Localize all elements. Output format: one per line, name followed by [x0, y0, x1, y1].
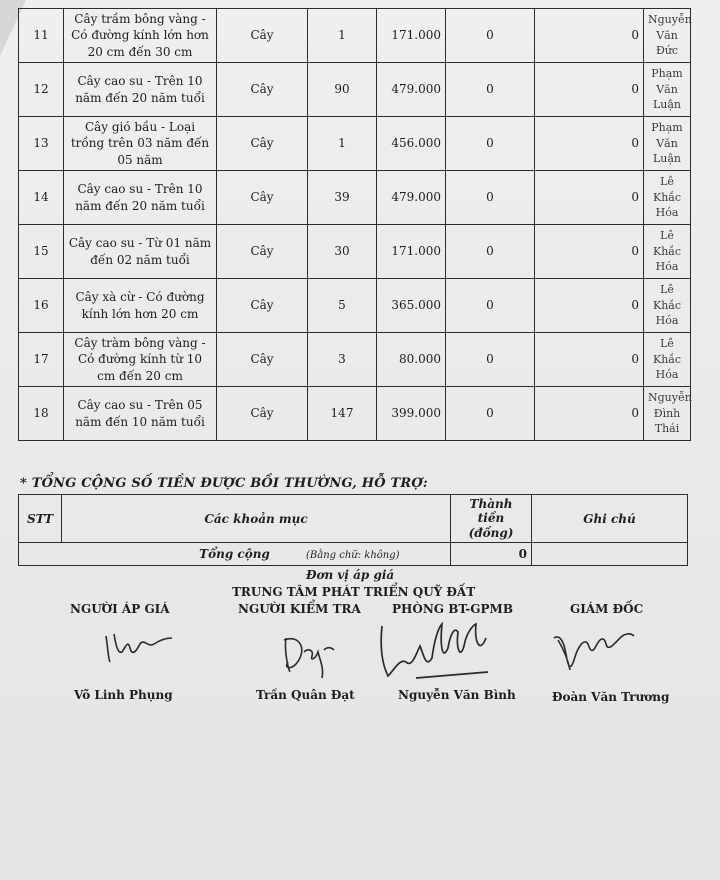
- cell-comp: 0: [446, 279, 535, 333]
- role-phong-bt-gpmb: PHÒNG BT-GPMB: [392, 602, 513, 616]
- summary-title: * TỔNG CỘNG SỐ TIỀN ĐƯỢC BỒI THƯỜNG, HỖ TRỢ:: [20, 476, 428, 491]
- cell-comp: 0: [446, 63, 535, 117]
- center-label: TRUNG TÂM PHÁT TRIỂN QUỸ ĐẤT: [232, 585, 476, 599]
- cell-name: Cây trầm bông vàng - Có đường kính lớn hơn 20 cm đến 30 cm: [64, 9, 217, 63]
- signature-2: [274, 628, 344, 683]
- cell-qty: 90: [308, 63, 377, 117]
- cell-comp: 0: [446, 9, 535, 63]
- cell-comp: 0: [446, 387, 535, 441]
- summary-total-label: Tổng cộng: [19, 543, 451, 566]
- cell-unit: Cây: [217, 9, 308, 63]
- cell-qty: 147: [308, 387, 377, 441]
- cell-unit: Cây: [217, 225, 308, 279]
- table-row: [19, 279, 691, 333]
- role-nguoi-ap-gia: NGƯỜI ÁP GIÁ: [70, 602, 170, 616]
- amount-in-words: (Bằng chữ: không): [306, 550, 400, 561]
- cell-total: 0: [535, 333, 644, 387]
- cell-stt: 13: [19, 117, 64, 171]
- summary-col-note: Ghi chú: [532, 495, 688, 543]
- cell-stt: 11: [19, 9, 64, 63]
- cell-name: Cây cao su - Từ 01 năm đến 02 năm tuổi: [64, 225, 217, 279]
- signature-4: [548, 620, 638, 684]
- cell-comp: 0: [446, 333, 535, 387]
- cell-qty: 1: [308, 9, 377, 63]
- table-row: [19, 117, 691, 171]
- cell-qty: 3: [308, 333, 377, 387]
- name-nguyen-van-binh: Nguyễn Văn Bình: [398, 688, 516, 702]
- unit-label: Đơn vị áp giá: [306, 568, 395, 582]
- cell-qty: 5: [308, 279, 377, 333]
- cell-name: Cây gió bầu - Loại trồng trên 03 năm đến 05 năm: [64, 117, 217, 171]
- cell-owner: Lê Khắc Hóa: [644, 225, 691, 279]
- table-row: [19, 9, 691, 63]
- table-row: [19, 225, 691, 279]
- cell-owner: Nguyễn Văn Đức: [644, 9, 691, 63]
- table-row: [19, 387, 691, 441]
- cell-name: Cây cao su - Trên 10 năm đến 20 năm tuổi: [64, 171, 217, 225]
- name-vo-linh-phung: Võ Linh Phụng: [74, 688, 173, 702]
- summary-total-value: 0: [451, 543, 532, 566]
- cell-stt: 12: [19, 63, 64, 117]
- cell-owner: Lê Khắc Hóa: [644, 333, 691, 387]
- cell-stt: 15: [19, 225, 64, 279]
- cell-stt: 14: [19, 171, 64, 225]
- items-table: [18, 8, 691, 441]
- cell-price: 171.000: [377, 225, 446, 279]
- signature-1: [96, 622, 176, 672]
- cell-price: 399.000: [377, 387, 446, 441]
- cell-comp: 0: [446, 225, 535, 279]
- cell-qty: 30: [308, 225, 377, 279]
- cell-price: 479.000: [377, 171, 446, 225]
- signature-3: [376, 618, 496, 686]
- cell-unit: Cây: [217, 63, 308, 117]
- cell-qty: 1: [308, 117, 377, 171]
- table-row: [19, 63, 691, 117]
- cell-price: 365.000: [377, 279, 446, 333]
- cell-comp: 0: [446, 171, 535, 225]
- cell-unit: Cây: [217, 117, 308, 171]
- cell-name: Cây cao su - Trên 10 năm đến 20 năm tuổi: [64, 63, 217, 117]
- cell-owner: Lê Khắc Hóa: [644, 279, 691, 333]
- name-doan-van-truong: Đoàn Văn Trương: [552, 690, 670, 704]
- cell-stt: 17: [19, 333, 64, 387]
- cell-owner: Nguyễn Đình Thái: [644, 387, 691, 441]
- cell-comp: 0: [446, 117, 535, 171]
- summary-total-note: [532, 543, 688, 566]
- cell-unit: Cây: [217, 279, 308, 333]
- cell-total: 0: [535, 171, 644, 225]
- cell-price: 479.000: [377, 63, 446, 117]
- cell-owner: Lê Khắc Hóa: [644, 171, 691, 225]
- cell-total: 0: [535, 117, 644, 171]
- role-giam-doc: GIÁM ĐỐC: [570, 602, 644, 616]
- cell-stt: 18: [19, 387, 64, 441]
- table-row: [19, 171, 691, 225]
- cell-price: 80.000: [377, 333, 446, 387]
- table-row: [19, 333, 691, 387]
- name-tran-quan-dat: Trần Quân Đạt: [256, 688, 355, 702]
- cell-unit: Cây: [217, 333, 308, 387]
- cell-name: Cây cao su - Trên 05 năm đến 10 năm tuổi: [64, 387, 217, 441]
- cell-price: 171.000: [377, 9, 446, 63]
- cell-total: 0: [535, 225, 644, 279]
- cell-qty: 39: [308, 171, 377, 225]
- summary-col-items: Các khoản mục: [62, 495, 451, 543]
- role-nguoi-kiem-tra: NGƯỜI KIỂM TRA: [238, 602, 361, 616]
- cell-name: Cây tràm bông vàng - Có đường kính từ 10 cm đến 20 cm: [64, 333, 217, 387]
- cell-name: Cây xà cừ - Có đường kính lớn hơn 20 cm: [64, 279, 217, 333]
- cell-total: 0: [535, 9, 644, 63]
- cell-unit: Cây: [217, 171, 308, 225]
- cell-total: 0: [535, 279, 644, 333]
- cell-owner: Phạm Văn Luận: [644, 117, 691, 171]
- summary-col-stt: STT: [19, 495, 62, 543]
- cell-owner: Phạm Văn Luận: [644, 63, 691, 117]
- cell-stt: 16: [19, 279, 64, 333]
- summary-col-amount: Thành tiền (đồng): [451, 495, 532, 543]
- cell-price: 456.000: [377, 117, 446, 171]
- cell-total: 0: [535, 387, 644, 441]
- cell-unit: Cây: [217, 387, 308, 441]
- cell-total: 0: [535, 63, 644, 117]
- summary-header-row: [19, 495, 688, 543]
